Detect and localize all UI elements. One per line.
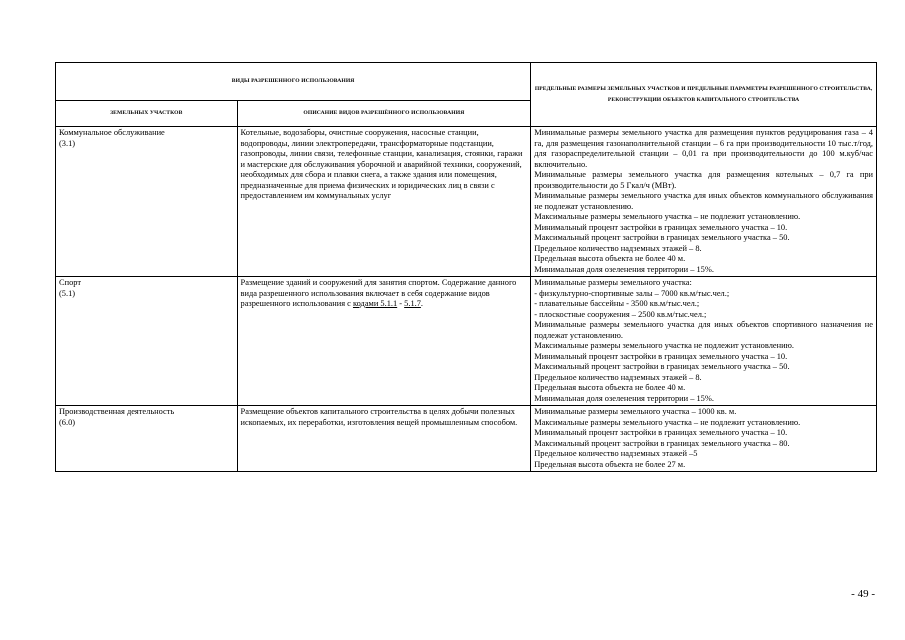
use-description-text: Размещение объектов капитального строительства в целях добычи полезных ископаемых, их переработки, изготовления вещей промышленным способом. — [240, 407, 518, 427]
parameter-line: Максимальные размеры земельного участка не подлежит установлению. — [534, 341, 794, 350]
parameters-cell — [531, 127, 877, 277]
use-description-cell — [237, 127, 531, 277]
use-type-cell — [56, 406, 238, 472]
parameter-line: Минимальный процент застройки в границах земельного участка – 10. — [534, 351, 788, 361]
parameter-line: Предельная высота объекта не более 27 м. — [534, 459, 686, 469]
table-row — [56, 127, 877, 277]
code-link-5-1-1[interactable]: кодами 5.1.1 — [352, 299, 398, 308]
parameter-line: Минимальные размеры земельного участка для размещения котельных – 0,7 га при производительности до 5 Гкал/ч (МВт). — [534, 170, 873, 190]
header-description-label: ОПИСАНИЕ ВИДОВ РАЗРЕШЁННОГО ИСПОЛЬЗОВАНИЯ — [237, 101, 531, 127]
use-type-name: Спорт — [59, 278, 81, 287]
parameter-line: Минимальная доля озеленения территории – 15%. — [534, 264, 714, 274]
parameter-line: Предельная высота объекта не более 40 м. — [534, 254, 686, 263]
table-row — [56, 277, 877, 406]
parameter-line: Минимальные размеры земельного участка: — [534, 278, 692, 287]
parameter-line: Максимальный процент застройки в границах земельного участка – 80. — [534, 438, 790, 448]
code-range-separator: - — [397, 299, 405, 308]
parameters-cell — [531, 406, 877, 472]
parameter-line: - физкультурно-спортивные залы – 7000 кв.м/тыс.чел.; — [534, 288, 730, 298]
parameter-line: Минимальные размеры земельного участка для размещения пунктов редуцирования газа – 4 га, для размещения газонаполнительной станции – 6 га при производительности 10 тыс.т/год, для газораспределительной станции – 0,01 га при производительности до 100 м.куб/час включительно. — [534, 128, 873, 169]
parameter-line: Минимальные размеры земельного участка для иных объектов коммунального обслуживания не подлежат установлению. — [534, 191, 873, 211]
parameter-line: - плоскостные сооружения – 2500 кв.м/тыс.чел.; — [534, 309, 707, 319]
use-type-code: (5.1) — [59, 288, 76, 298]
page-number: - 49 - — [851, 588, 875, 600]
parameter-line: Минимальная доля озеленения территории – 15%. — [534, 393, 714, 403]
land-use-table — [55, 62, 877, 472]
use-type-code: (6.0) — [59, 417, 76, 427]
parameter-line: Минимальные размеры земельного участка для иных объектов спортивного назначения не подлежат установлению. — [534, 320, 873, 340]
use-type-name: Коммунальное обслуживание — [59, 128, 165, 137]
parameter-line: Минимальные размеры земельного участка – 1000 кв. м. — [534, 407, 737, 416]
use-type-code: (3.1) — [59, 138, 76, 148]
header-group-label: ВИДЫ РАЗРЕШЕННОГО ИСПОЛЬЗОВАНИЯ — [56, 63, 531, 101]
header-land-plots-label: ЗЕМЕЛЬНЫХ УЧАСТКОВ — [56, 101, 238, 127]
parameter-line: Максимальные размеры земельного участка – не подлежит установлению. — [534, 212, 801, 221]
parameter-line: Максимальный процент застройки в границах земельного участка – 50. — [534, 233, 790, 242]
parameter-line: Предельная высота объекта не более 40 м. — [534, 383, 686, 392]
use-type-cell — [56, 127, 238, 277]
code-link-5-1-7[interactable]: 5.1.7 — [404, 299, 421, 308]
parameter-line: Предельное количество надземных этажей – 8. — [534, 243, 702, 253]
use-description-text: Размещение зданий и сооружений для занятия спортом. Содержание данного вида разрешенного использования включает в себя содержание видов разрешенного использования с — [240, 278, 517, 308]
use-description-cell — [237, 406, 531, 472]
use-description-cell — [237, 277, 531, 406]
parameter-line: Минимальный процент застройки в границах земельного участка – 10. — [534, 222, 788, 232]
parameter-line: Минимальный процент застройки в границах земельного участка – 10. — [534, 428, 788, 437]
table-row — [56, 406, 877, 472]
description-end: . — [420, 299, 423, 308]
parameter-line: Предельное количество надземных этажей –5 — [534, 449, 698, 458]
header-parameters-label: ПРЕДЕЛЬНЫЕ РАЗМЕРЫ ЗЕМЕЛЬНЫХ УЧАСТКОВ И ПРЕДЕЛЬНЫЕ ПАРАМЕТРЫ РАЗРЕШЕННОГО СТРОИТЕЛЬСТВА, РЕКОНСТРУКЦИИ ОБЪЕКТОВ КАПИТАЛЬНОГО СТРОИТЕЛЬСТВА — [531, 63, 877, 127]
parameter-line: Максимальные размеры земельного участка – не подлежит установлению. — [534, 417, 801, 427]
use-type-cell — [56, 277, 238, 406]
parameter-line: Предельное количество надземных этажей – 8. — [534, 372, 702, 382]
parameters-cell — [531, 277, 877, 406]
use-type-name: Производственная деятельность — [59, 407, 175, 416]
parameter-line: - плавательные бассейны - 3500 кв.м/тыс.чел.; — [534, 299, 700, 308]
parameter-line: Максимальный процент застройки в границах земельного участка – 50. — [534, 362, 790, 371]
use-description-text: Котельные, водозаборы, очистные сооружения, насосные станции, водопроводы, линии электропередачи, трансформаторные подстанции, газопроводы, линии связи, телефонные станции, канализация, стоянки, гаражи и мастерские для обслуживания уборочной и аварийной техники, сооружений, необходимых для сбора и плавки снега, а также здания или помещения, предназначенные для приема физических и юридических лиц в связи с предоставлением им коммунальных услуг — [240, 128, 523, 200]
